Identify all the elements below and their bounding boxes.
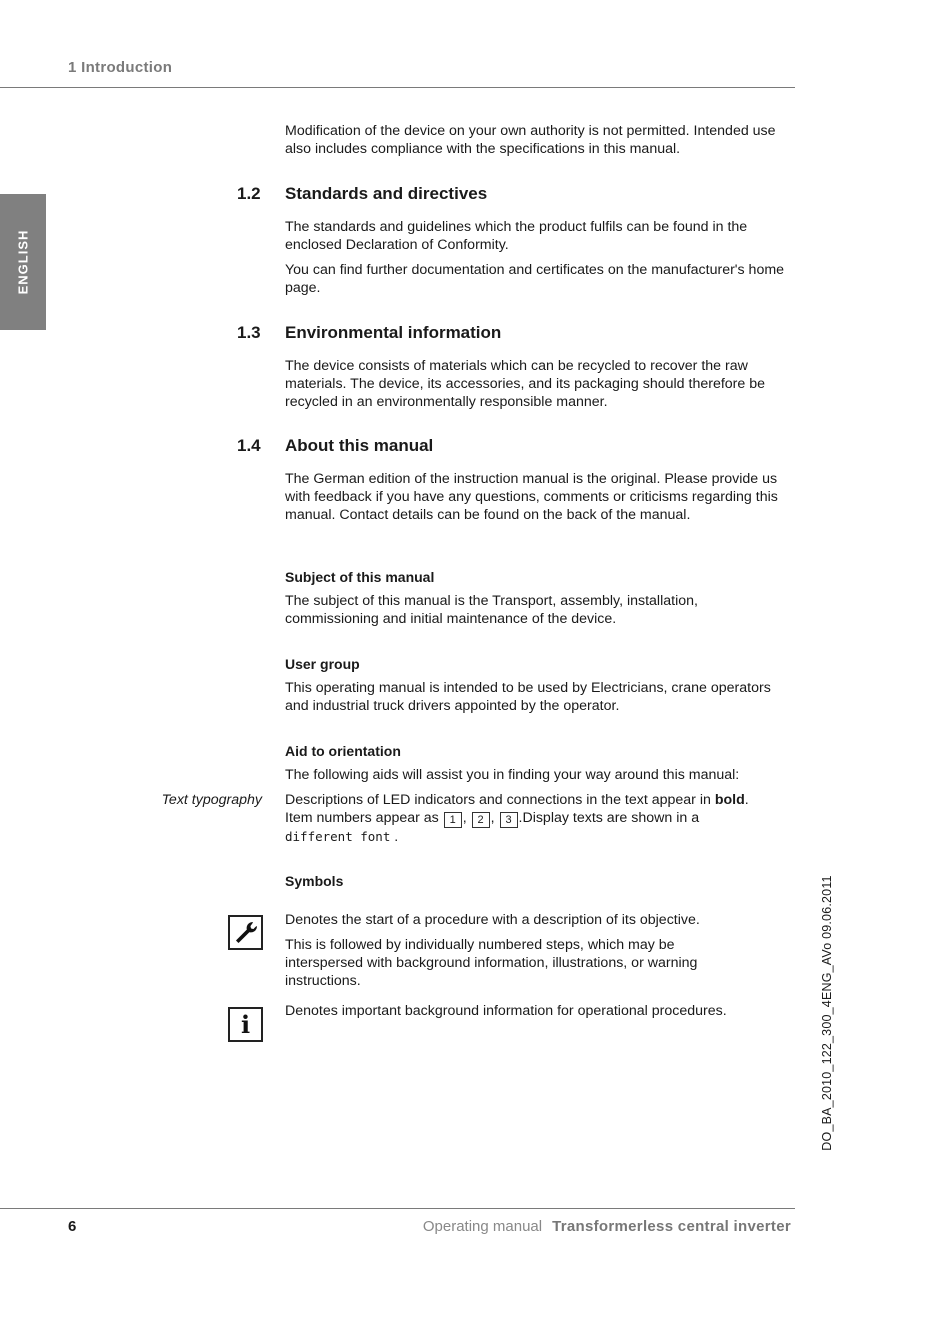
section-title: Environmental information xyxy=(285,323,502,342)
typography-text: . xyxy=(390,828,399,845)
section-title: Standards and directives xyxy=(285,184,488,203)
header-divider xyxy=(0,87,795,88)
footer-product: Transformerless central inverter xyxy=(552,1218,791,1235)
bold-example: bold xyxy=(714,792,745,808)
language-tab-label: ENGLISH xyxy=(15,229,31,295)
subsection-heading: Aid to orientation xyxy=(285,743,401,759)
section-number: 1.4 xyxy=(237,436,261,455)
section-number: 1.3 xyxy=(237,323,261,342)
wrench-icon xyxy=(228,915,263,950)
display-font-example: different font xyxy=(285,828,391,844)
subsection-heading: Symbols xyxy=(285,873,344,889)
item-number-box: 2 xyxy=(472,812,490,828)
intro-paragraph: Modification of the device on your own authority is not permitted. Intended use also includes compliance with the specifications in this manual. xyxy=(285,123,776,157)
subsection-paragraph: The subject of this manual is the Transport, assembly, installation, commissioning and initial maintenance of the device. xyxy=(285,593,698,627)
separator: , xyxy=(490,809,499,826)
chapter-title: 1 Introduction xyxy=(68,59,173,76)
subsection-heading: Subject of this manual xyxy=(285,569,435,585)
subsection-paragraph: The following aids will assist you in finding your way around this manual: xyxy=(285,767,740,783)
symbol-description: Denotes important background information for operational procedures. xyxy=(285,1003,727,1019)
section-paragraph: The standards and guidelines which the product fulfils can be found in the enclosed Declaration of Conformity. xyxy=(285,219,748,253)
section-paragraph: The device consists of materials which can be recycled to recover the raw materials. The device, its accessories, and its packaging should therefore be recycled in an environmentally responsible manner. xyxy=(285,358,766,410)
symbol-description: This is followed by individually numbered steps, which may be interspersed with background information, illustrations, or warning instructions. xyxy=(285,937,698,989)
separator: , xyxy=(462,809,471,826)
typography-text: .Display texts are shown in a xyxy=(518,809,700,826)
typography-text: Item numbers appear as xyxy=(285,809,443,826)
footer-divider xyxy=(0,1208,795,1209)
symbol-description: Denotes the start of a procedure with a description of its objective. xyxy=(285,912,700,928)
subsection-heading: User group xyxy=(285,656,360,672)
wrench-icon-graphic xyxy=(233,920,259,946)
language-tab xyxy=(0,194,46,330)
info-icon-glyph: i xyxy=(240,1009,251,1039)
item-number-box: 3 xyxy=(500,812,518,828)
section-paragraph: You can find further documentation and certificates on the manufacturer's home page. xyxy=(285,262,785,296)
footer-title xyxy=(423,1218,791,1235)
typography-text: . xyxy=(744,792,749,808)
page-number: 6 xyxy=(68,1218,77,1235)
section-title: About this manual xyxy=(285,436,434,455)
subsection-paragraph: This operating manual is intended to be used by Electricians, crane operators and industrial truck drivers appointed by the operator. xyxy=(285,680,771,714)
section-number: 1.2 xyxy=(237,184,261,203)
section-paragraph: The German edition of the instruction manual is the original. Please provide us with feedback if you have any questions, comments or criticisms regarding this manual. Contact details can be found on the back of the manual. xyxy=(285,471,778,523)
margin-label: Text typography xyxy=(161,792,262,808)
footer-doc-type: Operating manual xyxy=(422,1218,543,1235)
typography-paragraph xyxy=(285,792,795,847)
info-icon xyxy=(228,1007,263,1042)
document-code: DO_BA_2010_122_300_4ENG_AVo 09.06.2011 xyxy=(820,875,834,1151)
typography-text: Descriptions of LED indicators and connections in the text appear in xyxy=(285,792,715,808)
item-number-box: 1 xyxy=(444,812,462,828)
